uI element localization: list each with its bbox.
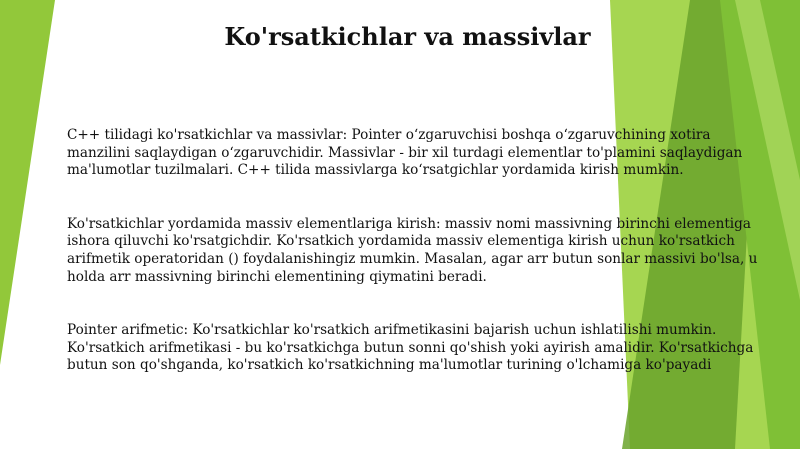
left-green-shape: [0, 0, 55, 365]
slide-title: Ko'rsatkichlar va massivlar: [224, 22, 591, 51]
paragraph-1: C++ tilidagi ko'rsatkichlar va massivlar: Pointer o‘zgaruvchisi boshqa o‘zgaruvchining xotira manzilini saqlaydigan o‘zgaruvchidir. Massivlar - bir xil turdagi elementlar to'plamini saqlaydigan ma'lumotlar tuzilmalari. C++ tilida massivlarga ko‘rsatgichlar yordamida kirish mumkin.: [67, 127, 743, 179]
slide-body: [67, 127, 772, 411]
paragraph-3: Pointer arifmetic: Ko'rsatkichlar ko'rsatkich arifmetikasini bajarish uchun ishlatilishi mumkin. Ko'rsatkich arifmetikasi - bu ko'rsatkichga butun sonni qo'shish yoki ayirish amalidir. Ko'rsatkichga butun son qo'shganda, ko'rsatkich ko'rsatkichning ma'lumotlar turining o'lchamiga ko'payadi: [67, 322, 754, 374]
paragraph-2: Ko'rsatkichlar yordamida massiv elementlariga kirish: massiv nomi massivning birinchi elementiga ishora qiluvchi ko'rsatgichdir. Ko'rsatkich yordamida massiv elementiga kirish uchun ko'rsatkich arifmetik operatoridan () foydalanishingiz mumkin. Masalan, agar arr butun sonlar massivi bo'lsa, u holda arr massivning birinchi elementining qiymatini beradi.: [67, 215, 758, 285]
